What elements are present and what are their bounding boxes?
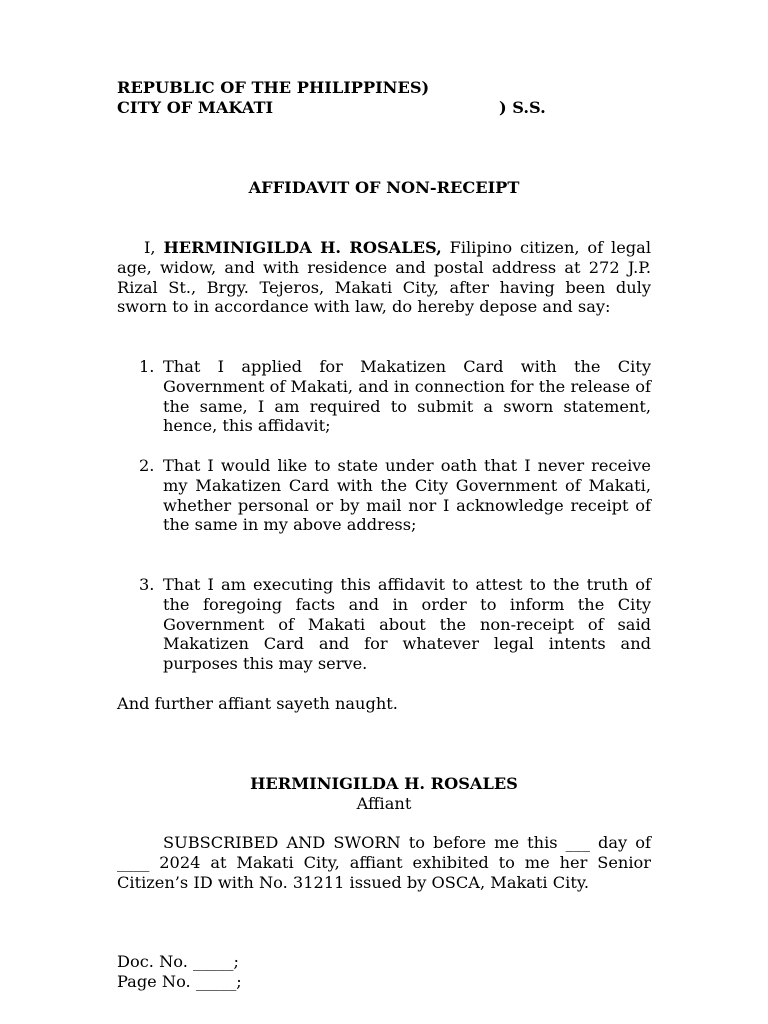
intro-lead: I,	[144, 238, 164, 257]
list-item-text: That I would like to state under oath that I never receive my Makatizen Card with the City Government of Makati, whether personal or by mail nor I acknowledge receipt of the same in my above address;	[163, 456, 651, 535]
affiant-name: HERMINIGILDA H. ROSALES	[250, 774, 518, 793]
venue-caption	[117, 78, 637, 118]
jurat-paragraph: SUBSCRIBED AND SWORN to before me this ___ day of ____ 2024 at Makati City, affiant exhibited to me her Senior Citizen’s ID with No. 31211 issued by OSCA, Makati City.	[117, 833, 651, 892]
caption-ss: ) S.S.	[499, 98, 546, 117]
caption-republic: REPUBLIC OF THE PHILIPPINES)	[117, 78, 430, 97]
intro-paragraph	[117, 238, 651, 317]
affiant-name-inline: HERMINIGILDA H. ROSALES,	[163, 238, 442, 257]
list-item-number: 3.	[139, 575, 155, 594]
affiant-role: Affiant	[356, 794, 412, 813]
document-title: AFFIDAVIT OF NON-RECEIPT	[248, 178, 520, 197]
list-item-text: That I applied for Makatizen Card with the City Government of Makati, and in connection for the release of the same, I am required to submit a sworn statement, hence, this affidavit;	[163, 357, 651, 436]
signature-block	[117, 774, 651, 814]
closing-line: And further affiant sayeth naught.	[117, 694, 398, 713]
list-item-number: 2.	[139, 456, 155, 475]
list-item	[117, 456, 651, 535]
caption-city-row	[117, 98, 637, 118]
list-item-number: 1.	[139, 357, 155, 376]
caption-city: CITY OF MAKATI	[117, 98, 274, 117]
intro-rest: Filipino citizen, of legal age, widow, and with residence and postal address at 272 J.P. Rizal St., Brgy. Tejeros, Makati City, after having been duly sworn to in accordance with law, do hereby depose and say:	[117, 238, 651, 317]
list-item	[117, 575, 651, 674]
page-number: Page No. _____;	[117, 972, 242, 991]
list-item-text: That I am executing this affidavit to attest to the truth of the foregoing facts and in order to inform the City Government of Makati about the non-receipt of said Makatizen Card and for whatever legal intents and purposes this may serve.	[163, 575, 651, 674]
list-item	[117, 357, 651, 436]
notarial-register	[117, 952, 242, 992]
doc-number: Doc. No. _____;	[117, 952, 239, 971]
